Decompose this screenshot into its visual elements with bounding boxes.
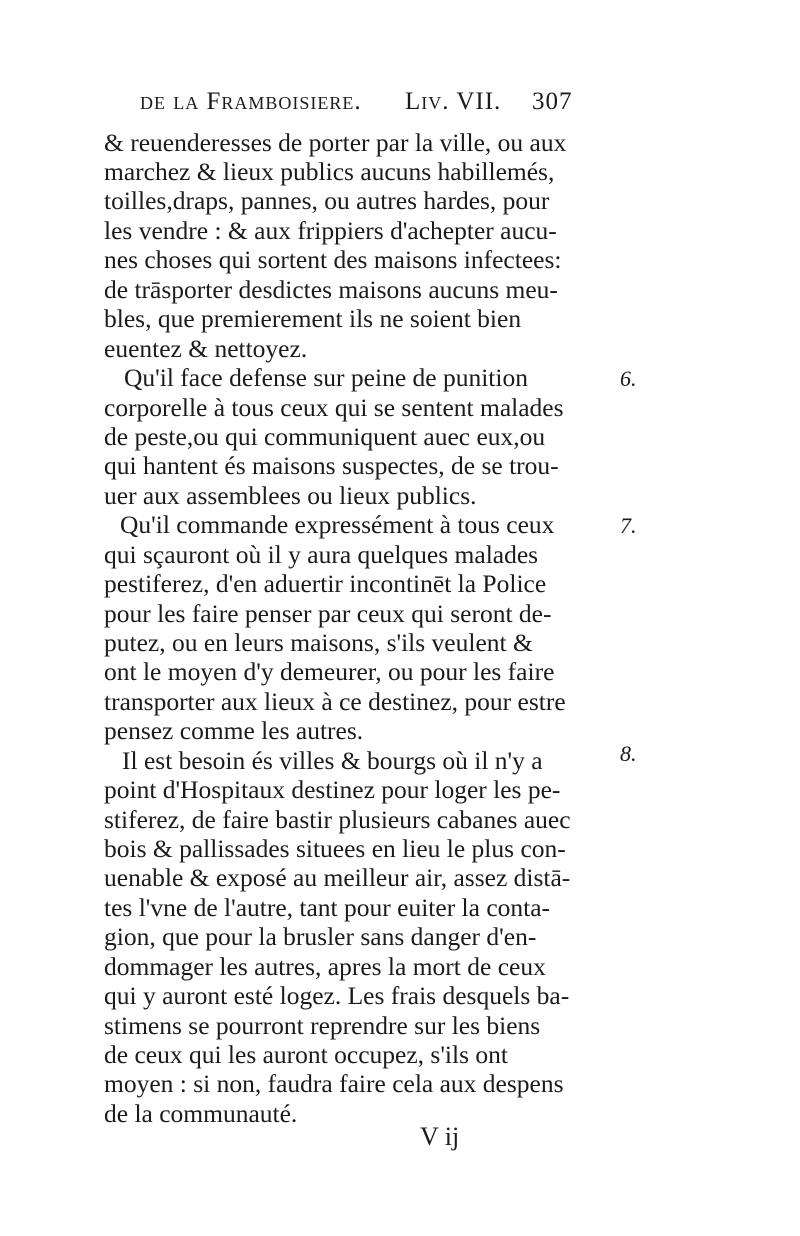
text-line: nes choses qui sortent des maisons infectees:: [104, 245, 562, 274]
text-line: Il est besoin és villes & bourgs où il n'y a: [122, 746, 543, 775]
text-line: de peste,ou qui communiquent auec eux,ou: [104, 422, 546, 451]
text-line: les vendre : & aux frippiers d'achepter aucu-: [104, 216, 557, 245]
text-line: bles, que premierement ils ne soient bien: [104, 304, 522, 333]
text-line: bois & pallissades situees en lieu le plus con-: [104, 834, 566, 863]
text-line: stimens se pourront reprendre sur les biens: [104, 1011, 541, 1040]
text-line: dommager les autres, apres la mort de ceux: [104, 952, 546, 981]
margin-number: 7.: [620, 513, 637, 538]
text-line: toilles,draps, pannes, ou autres hardes, pour: [104, 186, 550, 215]
text-line: point d'Hospitaux destinez pour loger les pe-: [104, 775, 561, 804]
text-line: de la communauté.: [104, 1099, 298, 1128]
text-line: pensez comme les autres.: [104, 716, 364, 745]
text-line: ont le moyen d'y demeurer, ou pour les faire: [104, 657, 555, 686]
text-line: qui hantent és maisons suspectes, de se trou-: [104, 451, 559, 480]
text-line: transporter aux lieux à ce destinez, pour estre: [104, 687, 566, 716]
margin-number: 8.: [620, 741, 637, 766]
text-line: de ceux qui les auront occupez, s'ils ont: [104, 1040, 508, 1069]
text-line: tes l'vne de l'autre, tant pour euiter la conta-: [104, 893, 551, 922]
book-number: Liv. VII.: [405, 88, 502, 115]
text-line: euentez & nettoyez.: [104, 334, 308, 363]
text-line: stiferez, de faire bastir plusieurs cabanes auec: [104, 805, 571, 834]
text-line: gion, que pour la brusler sans danger d'en-: [104, 922, 537, 951]
text-line: corporelle à tous ceux qui se sentent malades: [104, 393, 564, 422]
page-number: 307: [532, 88, 573, 115]
text-line: pestiferez, d'en aduertir incontinēt la Police: [104, 569, 547, 598]
text-line: Qu'il commande expressément à tous ceux: [120, 510, 555, 539]
text-line: uer aux assemblees ou lieux publics.: [104, 481, 477, 510]
text-line: marchez & lieux publics aucuns habillemés,: [104, 157, 555, 186]
running-title: de la Framboisiere.: [140, 88, 362, 115]
text-line: qui y auront esté logez. Les frais desquels ba-: [104, 981, 570, 1010]
text-line: pour les faire penser par ceux qui seront de-: [104, 599, 552, 628]
text-line: & reuenderesses de porter par la ville, ou aux: [104, 128, 567, 157]
text-line: putez, ou en leurs maisons, s'ils veulent &: [104, 628, 533, 657]
margin-number: 6.: [620, 366, 637, 391]
text-line: Qu'il face defense sur peine de punition: [124, 363, 528, 392]
text-line: qui sçauront où il y aura quelques malades: [104, 540, 539, 569]
signature-mark: V ij: [420, 1122, 460, 1151]
text-line: moyen : si non, faudra faire cela aux despens: [104, 1069, 564, 1098]
running-header: [140, 82, 620, 122]
text-line: de trāsporter desdictes maisons aucuns meu-: [104, 275, 558, 304]
text-line: uenable & exposé au meilleur air, assez distā-: [104, 863, 571, 892]
